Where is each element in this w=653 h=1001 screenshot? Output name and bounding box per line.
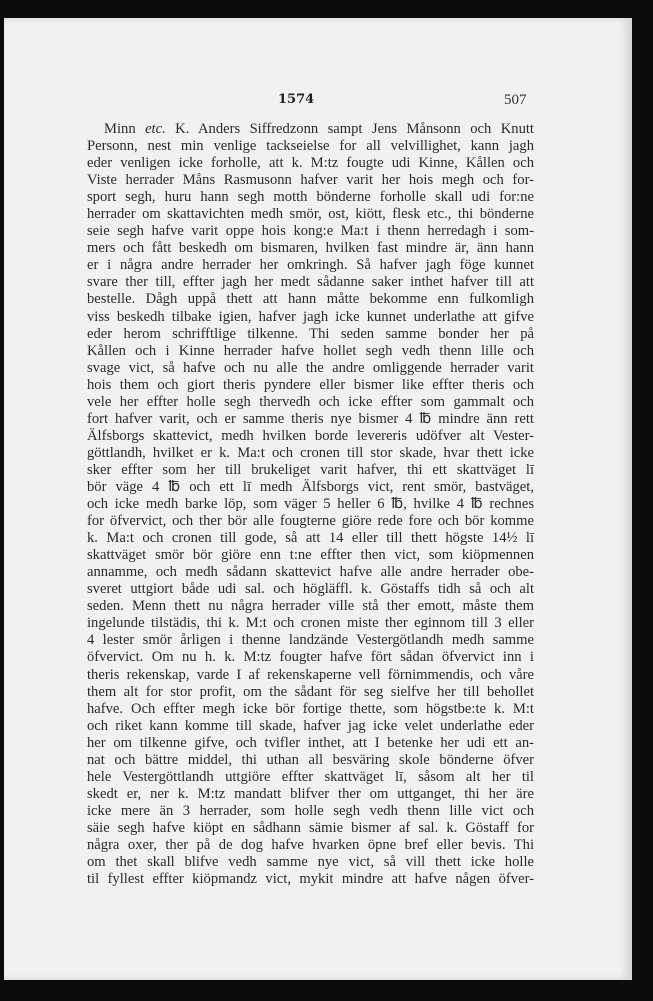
text-line: icke mere än 3 herrader, som holle segh vedh thenn lille vict och xyxy=(87,802,534,819)
text-line: och icke medh barke löp, som väger 5 heller 6 ℔, hvilke 4 ℔ rechnes xyxy=(87,496,534,513)
text-line: och riket kann komme till skade, hafver jag icke velet underlathe eder xyxy=(87,717,534,734)
text-line: några oxer, ther på de dog hafve hvarken öpne bref eller bevis. Thi xyxy=(87,836,534,853)
text-line: säie segh hafve kiöpt en sådhann sämie bismer af sal. k. Göstaff for xyxy=(87,819,534,836)
text-line: Kållen och i Kinne herrader hafve hollet segh vedh thenn lille och xyxy=(87,342,534,359)
text-line: hafve. Och effter megh icke bör fortige thette, som högstbe:te k. M:t xyxy=(87,700,534,717)
text-line: Älfsborgs skattevict, medh hvilken borde levereris udöfver alt Vester- xyxy=(87,427,534,444)
text-line: fort hafver varit, och er samme theris nye bismer 4 ℔ mindre änn rett xyxy=(87,410,534,427)
first-line-rest: K. Anders Siffredzonn sampt Jens Månsonn och Knutt xyxy=(165,121,534,137)
text-line: nat och bättre middel, thi uthan all besväring skole bönderne öfver xyxy=(87,751,534,768)
text-line: viss beskedh tilbake igien, hafver jagh icke kunnet underlathe att gifve xyxy=(87,308,534,325)
text-line: mers och fått beskedh om bismaren, hvilken fast mindre är, änn hann xyxy=(87,240,534,257)
text-line xyxy=(87,121,534,138)
body-text xyxy=(87,121,534,888)
text-line: theris rekenskap, varde I af rekenskaperne vell förnimmendis, och våre xyxy=(87,666,534,683)
text-line: them alt for stor profit, om the sådant för seg sielfve her till behollet xyxy=(87,683,534,700)
text-line: om thet skall blifve vedh samme nye vict, så vill thett icke holle xyxy=(87,854,534,871)
text-line: k. Ma:t och cronen till gode, så att 14 eller till thett högste 14½ lī xyxy=(87,530,534,547)
text-line: Viste herrader Måns Rasmusonn hafver varit her hois megh och for- xyxy=(87,172,534,189)
text-line: hele Vestergöttlandh uttgiöre effter skattväget lī, såsom alt her til xyxy=(87,768,534,785)
text-line: hois them och giort theris pyndere eller bismer like effter theris och xyxy=(87,376,534,393)
text-line: Personn, nest min venlige tackseielse for all velvillighet, kann jagh xyxy=(87,138,534,155)
text-line: bestelle. Dågh uppå thett att hann måtte bekomme enn fulkomligh xyxy=(87,291,534,308)
text-line: er i några andre herrader her omkringh. Så hafver jagh föge kunnet xyxy=(87,257,534,274)
etc-abbreviation: etc. xyxy=(145,121,166,137)
text-line: her om tilkenne gifve, och tvifler inthet, att I betenke her udi ett an- xyxy=(87,734,534,751)
document-page xyxy=(4,18,632,980)
text-line: bör väge 4 ℔ och ett lī medh Älfsborgs vict, rent smör, bastväget, xyxy=(87,478,534,495)
text-line: seden. Menn thett nu några herrader ville stå ther emott, måste them xyxy=(87,598,534,615)
text-line: ingelunde tilstädis, thi k. M:t och cronen miste ther eginnom till 3 eller xyxy=(87,615,534,632)
page-number: 507 xyxy=(504,92,527,108)
text-line: annamme, och medh sådann skattevict hafve alle andre herrader obe- xyxy=(87,564,534,581)
text-line: seie segh hafve varit oppe hois kong:e Ma:t i thenn herredagh i som- xyxy=(87,223,534,240)
text-line: vele her effter holle segh thervedh och icke effter som gammalt och xyxy=(87,393,534,410)
text-line: for öfvervict, och ther bör alle fougterne giöre rede fore och bör komme xyxy=(87,513,534,530)
text-line: eder herom schrifftlige tilkenne. Thi seden samme bonder her på xyxy=(87,325,534,342)
text-line: herrader om skattavichten medh smör, ost, kiött, flesk etc., thi bönderne xyxy=(87,206,534,223)
text-line: 4 lester smör årligen i thenne landzände Vestergötlandh medh samme xyxy=(87,632,534,649)
text-line: eder venligen icke forholle, att k. M:tz fougte udi Kinne, Kållen och xyxy=(87,155,534,172)
text-line: sker effter som her till brukeliget varit hafver, thi ett skattväget lī xyxy=(87,461,534,478)
text-line: sport segh, huru hann segh motth bönderne forholle skall udi for:ne xyxy=(87,189,534,206)
salutation: Minn xyxy=(104,121,146,137)
text-line: öfvervict. Om nu h. k. M:tz fougter hafve fört sådan öfvervict inn i xyxy=(87,649,534,666)
text-line: sveret uttgiort både udi sal. och högläffl. k. Göstaffs tidh så och alt xyxy=(87,581,534,598)
text-line: skedt er, ner k. M:tz mandatt blifver ther om uttganget, thi her äre xyxy=(87,785,534,802)
text-line: svare ther till, effter jagh her medt sådanne saker inthet hafver till att xyxy=(87,274,534,291)
text-line: skattväget smör bör giöre enn t:ne effter then vict, som kiöpmennen xyxy=(87,547,534,564)
text-line: til fyllest effter kiöpmandz vict, mykit mindre att hafve någen öfver- xyxy=(87,871,534,888)
running-header-year: 1574 xyxy=(278,92,315,107)
text-line: svage vict, så hafve och nu alle the andre omliggende herrader varit xyxy=(87,359,534,376)
text-line: göttlandh, hvilket er k. Ma:t och cronen till stor skade, hvar thett icke xyxy=(87,444,534,461)
